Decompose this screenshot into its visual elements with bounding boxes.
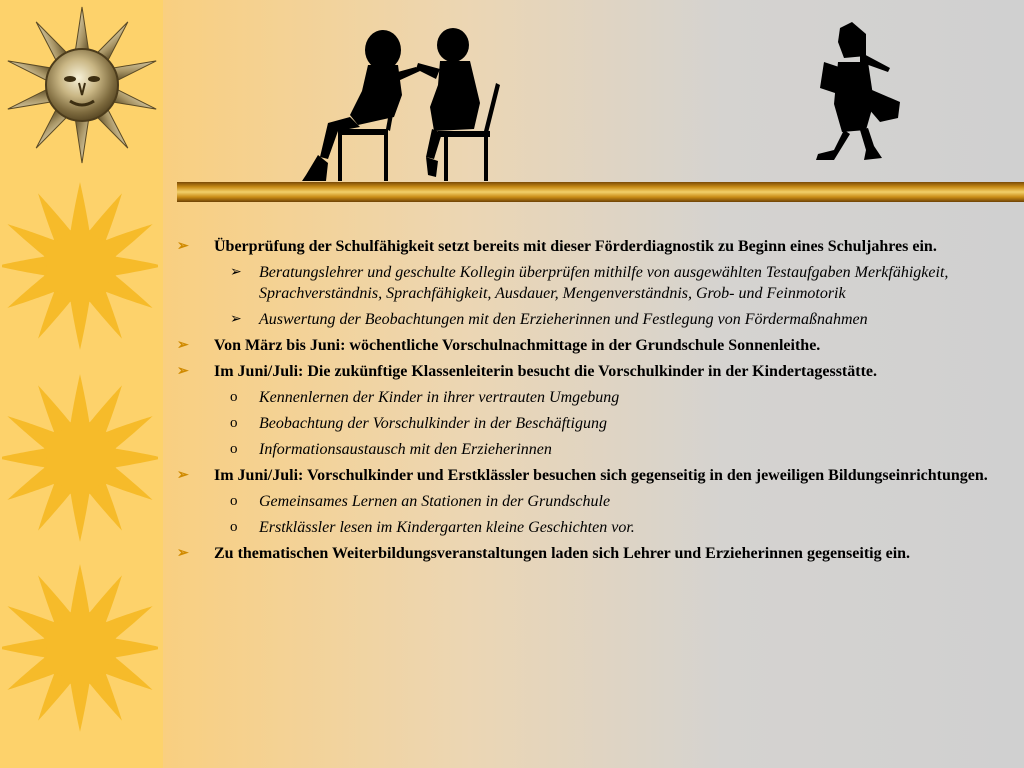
sun-icon	[2, 560, 158, 736]
gold-divider	[177, 182, 1024, 202]
sub-list-item	[177, 413, 1017, 434]
sub-list-item-text: Informationsaustausch mit den Erzieherinnen	[259, 441, 552, 458]
sub-list-item-text: Erstklässler lesen im Kindergarten kleine Geschichten vor.	[259, 519, 635, 536]
arrow-bullet-icon: ➢	[230, 312, 242, 327]
list-item-text: Im Juni/Juli: Vorschulkinder und Erstklässler besuchen sich gegenseitig in den jeweiligen Bildungseinrichtungen.	[214, 467, 988, 484]
arrow-bullet-icon: ➢	[177, 239, 189, 254]
arrow-bullet-icon: ➢	[230, 265, 242, 280]
list-item-text: Zu thematischen Weiterbildungsveranstaltungen laden sich Lehrer und Erzieherinnen gegenseitig ein.	[214, 545, 911, 562]
sub-list-item-text: Beratungslehrer und geschulte Kollegin überprüfen mithilfe von ausgewählten Testaufgaben Merkfähigkeit, Sprachverständnis, Sprachfähigkeit, Ausdauer, Mengenverständnis, Grob- und Feinmotorik	[259, 264, 949, 302]
list-item	[177, 543, 1017, 564]
sub-list-item	[177, 491, 1017, 512]
sub-list-item-text: Kennenlernen der Kinder in ihrer vertrauten Umgebung	[259, 389, 620, 406]
sub-list-item	[177, 309, 1017, 330]
bullet-list	[177, 236, 1017, 569]
sub-list-item	[177, 439, 1017, 460]
list-item-text: Von März bis Juni: wöchentliche Vorschulnachmittage in der Grundschule Sonnenleithe.	[214, 337, 821, 354]
metal-sun-face-icon	[4, 5, 160, 167]
arrow-bullet-icon: ➢	[177, 546, 189, 561]
circle-bullet-icon: o	[230, 493, 238, 509]
list-item	[177, 465, 1017, 486]
sub-list-item-text: Beobachtung der Vorschulkinder in der Beschäftigung	[259, 415, 607, 432]
list-item-text: Im Juni/Juli: Die zukünftige Klassenleiterin besucht die Vorschulkinder in der Kindertagesstätte.	[214, 363, 878, 380]
arrow-bullet-icon: ➢	[177, 468, 189, 483]
sun-icon	[2, 178, 158, 354]
circle-bullet-icon: o	[230, 519, 238, 535]
sun-icon	[2, 370, 158, 546]
circle-bullet-icon: o	[230, 389, 238, 405]
arrow-bullet-icon: ➢	[177, 338, 189, 353]
list-item	[177, 335, 1017, 356]
sub-list-item	[177, 387, 1017, 408]
circle-bullet-icon: o	[230, 441, 238, 457]
sub-list-item-text: Gemeinsames Lernen an Stationen in der Grundschule	[259, 493, 611, 510]
list-item-text: Überprüfung der Schulfähigkeit setzt bereits mit dieser Förderdiagnostik zu Beginn eines Schuljahres ein.	[214, 238, 937, 255]
walking-child-silhouette-icon	[808, 22, 903, 164]
list-item	[177, 361, 1017, 382]
sub-list-item	[177, 262, 1017, 304]
sub-list-item	[177, 517, 1017, 538]
circle-bullet-icon: o	[230, 415, 238, 431]
sub-list-item-text: Auswertung der Beobachtungen mit den Erzieherinnen und Festlegung von Fördermaßnahmen	[259, 311, 868, 328]
list-item	[177, 236, 1017, 257]
arrow-bullet-icon: ➢	[177, 364, 189, 379]
children-silhouette-icon	[298, 25, 503, 185]
